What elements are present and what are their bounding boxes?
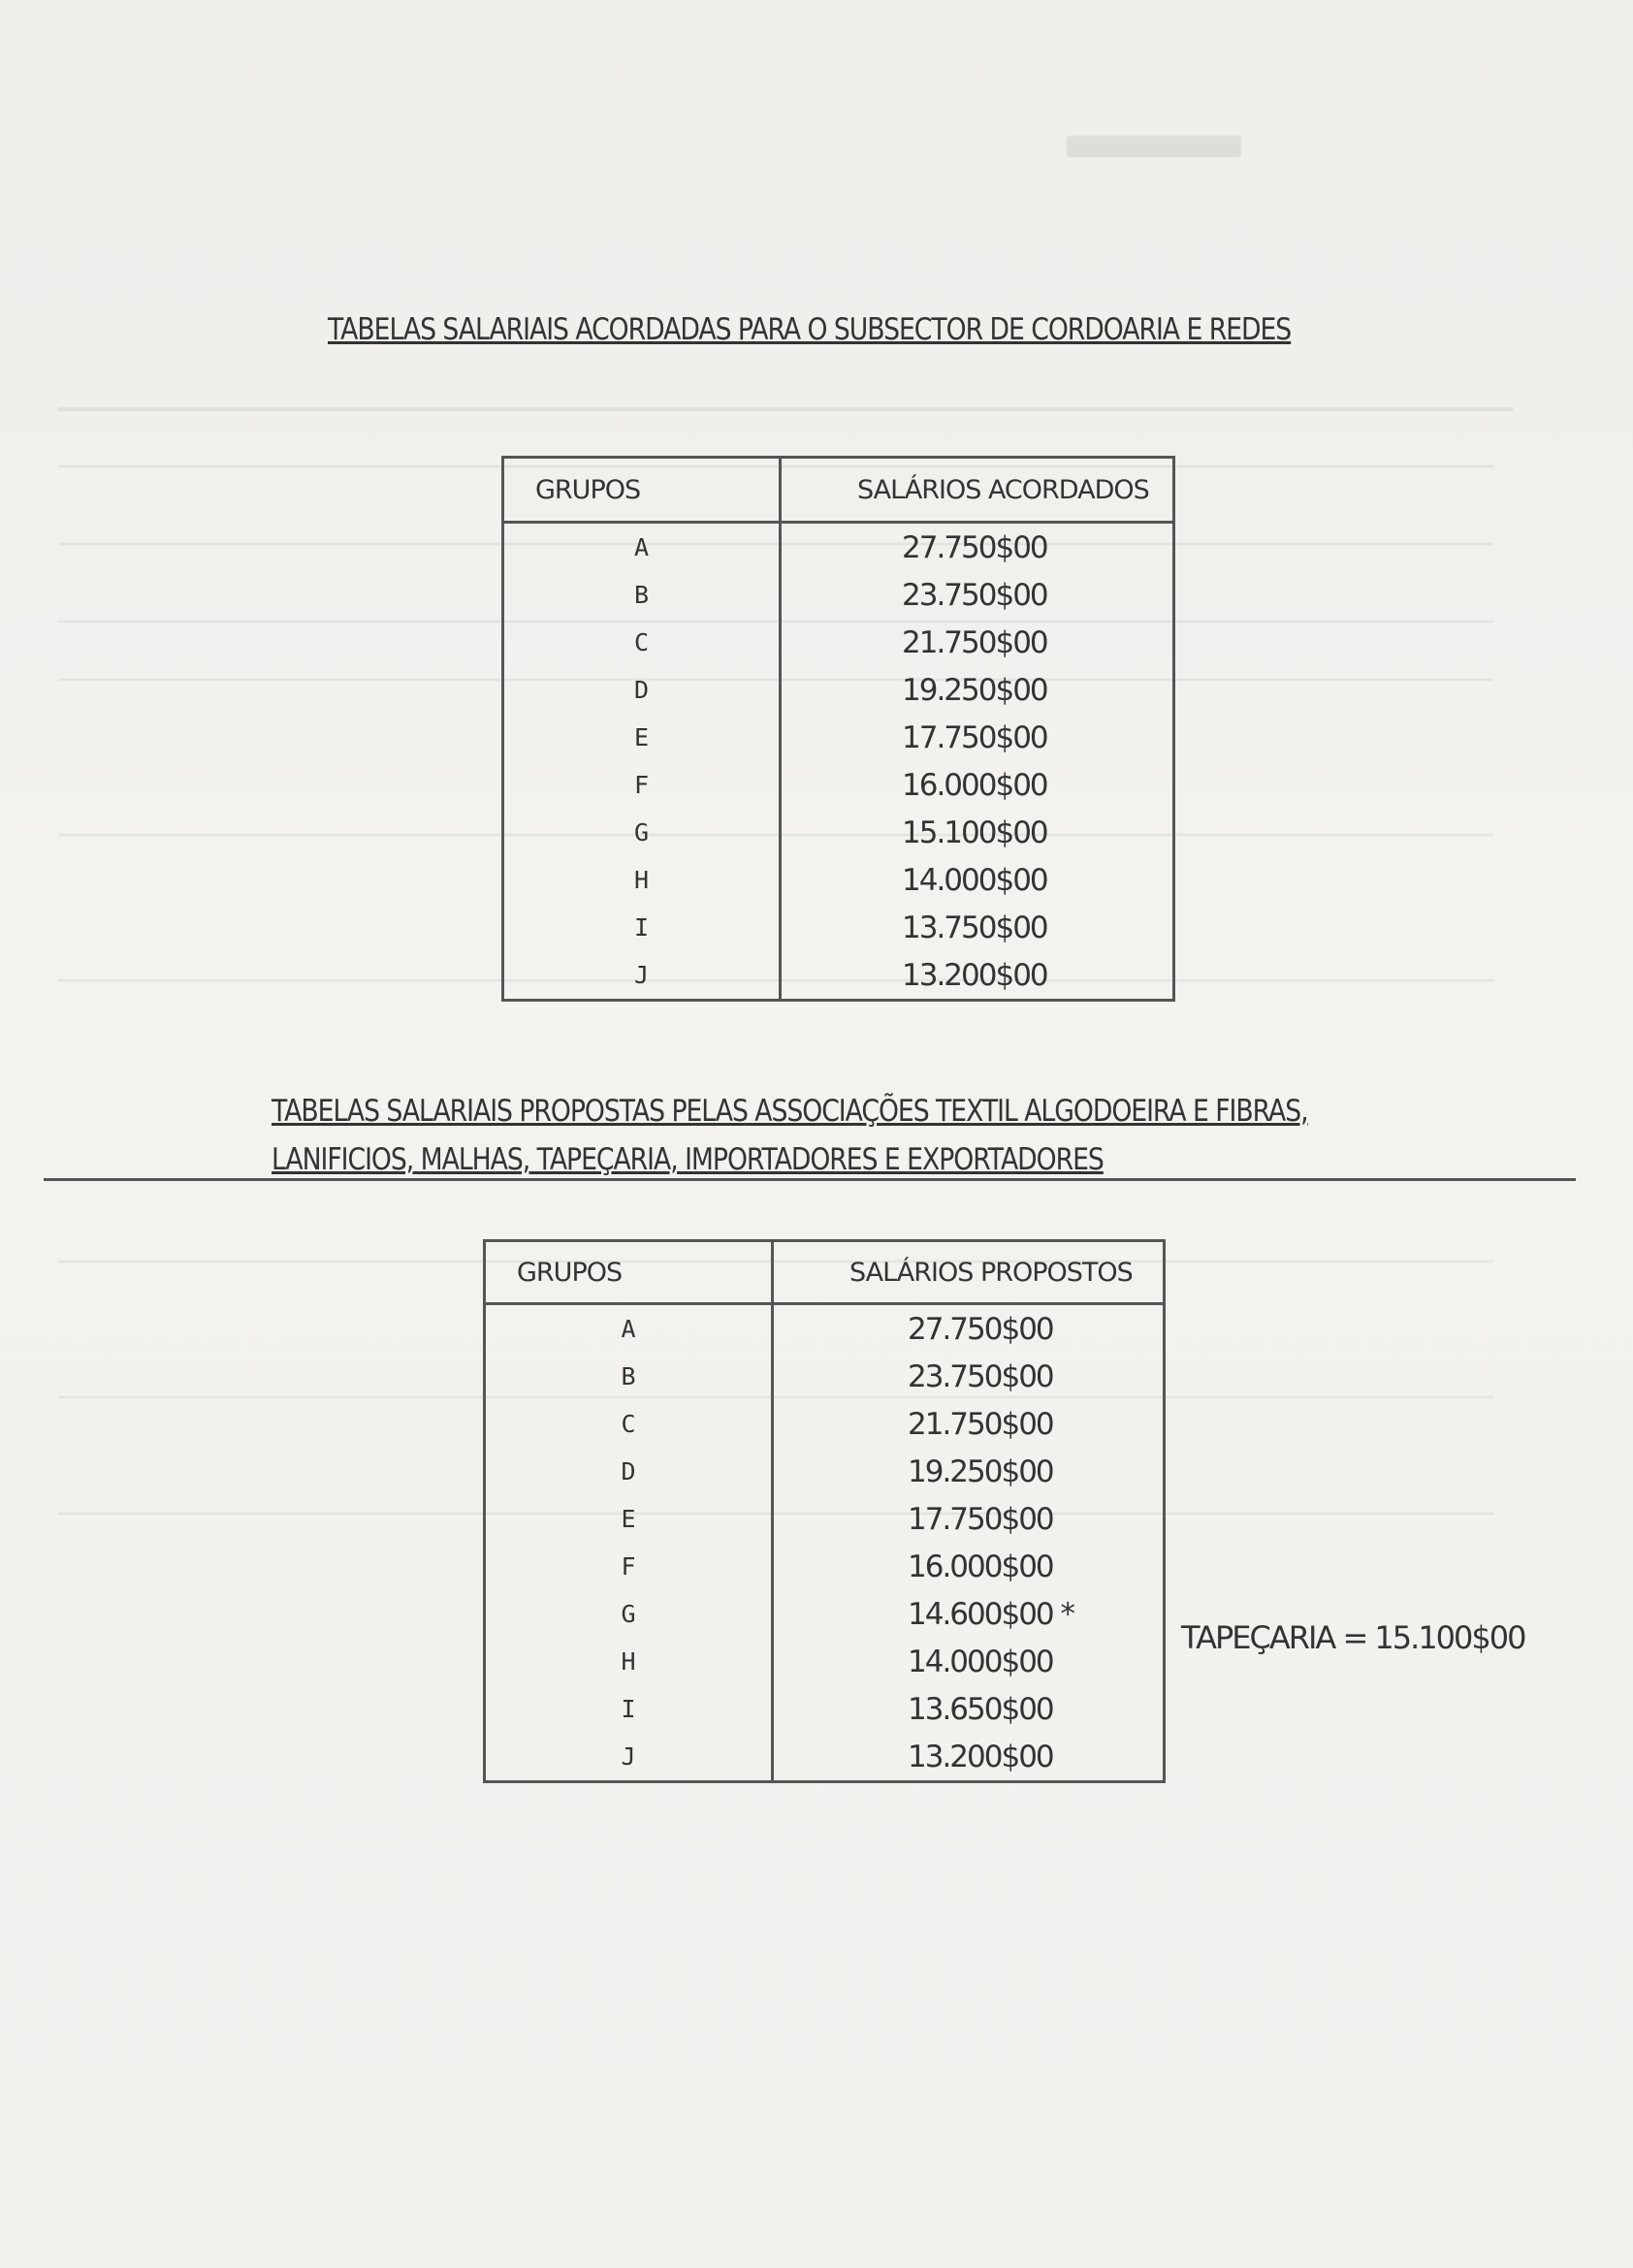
- horizontal-rule: [44, 1178, 1576, 1181]
- group-cell: D: [633, 676, 650, 704]
- table-row: [485, 1685, 1165, 1733]
- group-cell: E: [633, 723, 650, 751]
- table-row: [485, 1448, 1165, 1495]
- salary-cell: 27.750$00: [781, 523, 1174, 572]
- table-row: [503, 951, 1174, 1001]
- salary-cell: 21.750$00: [773, 1400, 1165, 1448]
- column-header-groups: GRUPOS: [485, 1241, 773, 1304]
- salary-cell: 16.000$00: [773, 1543, 1165, 1590]
- section1-title: TABELAS SALARIAIS ACORDADAS PARA O SUBSECTOR DE CORDOARIA E REDES: [328, 312, 1292, 347]
- table-row: [485, 1400, 1165, 1448]
- salary-cell: 17.750$00: [773, 1495, 1165, 1543]
- table-row: [503, 809, 1174, 856]
- salary-cell: 23.750$00: [781, 571, 1174, 619]
- salary-cell: 15.100$00: [781, 809, 1174, 856]
- group-cell: G: [633, 818, 650, 847]
- table-row: [485, 1353, 1165, 1400]
- group-cell: D: [621, 1457, 636, 1485]
- group-cell: J: [621, 1742, 636, 1771]
- group-cell: F: [621, 1552, 636, 1581]
- column-header-agreed-salaries: SALÁRIOS ACORDADOS: [781, 458, 1174, 523]
- group-cell: E: [621, 1505, 636, 1533]
- agreed-salaries-table: [501, 456, 1175, 1002]
- group-cell: B: [621, 1362, 636, 1390]
- group-cell: A: [621, 1315, 636, 1343]
- table-row: [485, 1543, 1165, 1590]
- group-cell: F: [633, 771, 650, 799]
- salary-cell: 19.250$00: [781, 666, 1174, 714]
- group-cell: H: [621, 1647, 636, 1676]
- table-row: [485, 1304, 1165, 1354]
- group-cell: I: [621, 1695, 636, 1723]
- group-cell: J: [633, 961, 650, 989]
- group-cell: H: [633, 866, 650, 894]
- table-row: [485, 1590, 1165, 1638]
- salary-cell: 17.750$00: [781, 714, 1174, 761]
- group-cell: C: [633, 628, 650, 656]
- group-cell: G: [621, 1600, 636, 1628]
- column-header-groups: GRUPOS: [503, 458, 781, 523]
- group-cell: A: [633, 533, 650, 561]
- table-row: [503, 761, 1174, 809]
- table-row: [503, 571, 1174, 619]
- tapestry-salary-note: TAPEÇARIA = 15.100$00: [1181, 1619, 1525, 1656]
- table-row: [485, 1733, 1165, 1782]
- table-row: [503, 619, 1174, 666]
- table-row: [503, 904, 1174, 951]
- salary-cell: 19.250$00: [773, 1448, 1165, 1495]
- salary-cell: 14.000$00: [773, 1638, 1165, 1685]
- group-cell: I: [633, 913, 650, 942]
- table-row: [485, 1638, 1165, 1685]
- table-row: [503, 666, 1174, 714]
- table-row: [503, 523, 1174, 572]
- salary-cell: 23.750$00: [773, 1353, 1165, 1400]
- salary-cell: 14.000$00: [781, 856, 1174, 904]
- salary-cell: 13.650$00: [773, 1685, 1165, 1733]
- proposed-salaries-table: [483, 1239, 1166, 1783]
- group-cell: B: [633, 581, 650, 609]
- section2-title-line2: LANIFICIOS, MALHAS, TAPEÇARIA, IMPORTADORES E EXPORTADORES: [272, 1142, 1104, 1177]
- group-cell: C: [621, 1410, 636, 1438]
- salary-cell: 13.750$00: [781, 904, 1174, 951]
- salary-cell: 27.750$00: [773, 1304, 1165, 1354]
- salary-cell: 13.200$00: [773, 1733, 1165, 1782]
- salary-cell: 21.750$00: [781, 619, 1174, 666]
- table-row: [503, 856, 1174, 904]
- column-header-proposed-salaries: SALÁRIOS PROPOSTOS: [773, 1241, 1165, 1304]
- table-row: [485, 1495, 1165, 1543]
- salary-cell: 14.600$00 *: [773, 1590, 1165, 1638]
- salary-cell: 13.200$00: [781, 951, 1174, 1001]
- table-row: [503, 714, 1174, 761]
- salary-cell: 16.000$00: [781, 761, 1174, 809]
- section2-title-line1: TABELAS SALARIAIS PROPOSTAS PELAS ASSOCIAÇÕES TEXTIL ALGODOEIRA E FIBRAS,: [272, 1094, 1308, 1129]
